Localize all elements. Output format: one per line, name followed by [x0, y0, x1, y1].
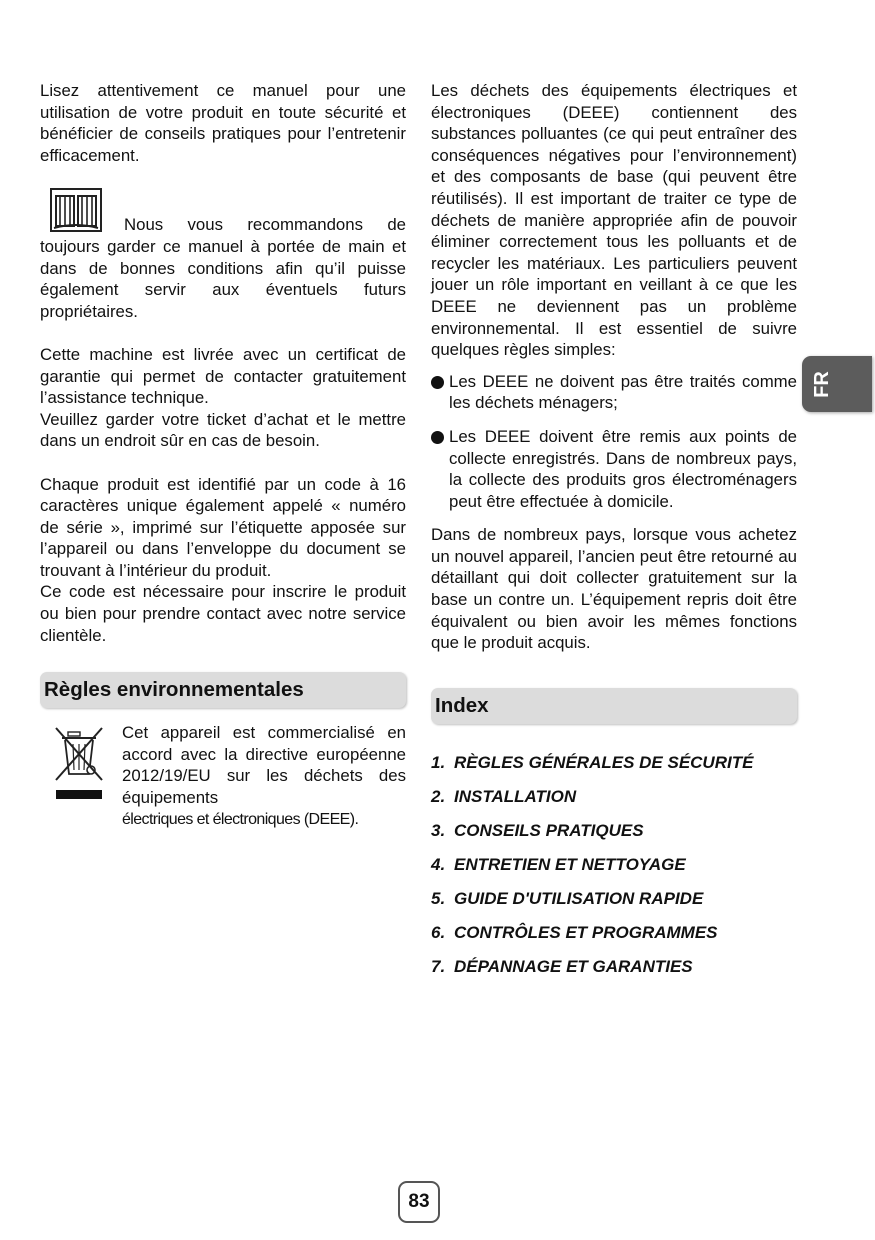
language-tab: [802, 356, 872, 412]
index-item[interactable]: 4. ENTRETIEN ET NETTOYAGE: [431, 854, 686, 874]
right-column: [431, 80, 797, 984]
weee-paragraph: Cet appareil est commercialisé en accord avec la directive européenne 2012/19/EU sur les déchets des équipements: [122, 723, 406, 808]
index-item[interactable]: 1. RÈGLES GÉNÉRALES DE SÉCURITÉ: [431, 752, 754, 772]
weee-paragraph-end: électriques et électroniques (DEEE).: [122, 810, 359, 828]
list-item: [431, 426, 797, 512]
index-list: [431, 746, 797, 984]
bullet-icon: [431, 431, 444, 444]
manual-notice: [40, 194, 406, 322]
deee-intro-paragraph: Les déchets des équipements électriques et électroniques (DEEE) contiennent des substances polluantes (ce qui peut entraîner des conséquences négatives pour l’environnement) et des composants de base (qui peuvent être réutilisés). Il est important de traiter ce type de déchets de manière appropriée afin de pouvoir éliminer correctement tous les polluants et de recycler les matériaux. Les particuliers peuvent jouer un rôle important en veillant à ce que les DEEE ne deviennent pas un problème environnemental. Il est essentiel de suivre quelques règles simples:: [431, 81, 797, 360]
return-policy-paragraph: Dans de nombreux pays, lorsque vous achetez un nouvel appareil, l’ancien peut être retourné au détaillant qui doit collecter gratuitement sur la base un contre un. L’équipement repris doit être équivalent ou bien avoir les mêmes fonctions que le produit acquis.: [431, 525, 797, 653]
keep-manual-paragraph: Nous vous recommandons de toujours garder ce manuel à portée de main et dans de bonnes conditions afin qu’il puisse également servir aux éventuels futurs propriétaires.: [40, 215, 406, 321]
bullet-icon: [431, 376, 444, 389]
index-item[interactable]: 5. GUIDE D'UTILISATION RAPIDE: [431, 888, 704, 908]
intro-paragraph: Lisez attentivement ce manuel pour une utilisation de votre produit en toute sécurité et bénéficier de conseils pratiques pour l’entretenir efficacement.: [40, 81, 406, 165]
index-heading: Index: [431, 688, 797, 724]
index-item[interactable]: 7. DÉPANNAGE ET GARANTIES: [431, 956, 693, 976]
crossed-out-bin-icon: [54, 726, 106, 804]
open-book-icon: [50, 188, 102, 232]
language-label: FR: [810, 370, 833, 398]
index-item[interactable]: 2. INSTALLATION: [431, 786, 577, 806]
list-item-text: Les DEEE ne doivent pas être traités comme les déchets ménagers;: [449, 371, 797, 413]
index-item[interactable]: 3. CONSEILS PRATIQUES: [431, 820, 644, 840]
weee-notice: [40, 722, 406, 830]
receipt-paragraph: Veuillez garder votre ticket d’achat et le mettre dans un endroit sûr en cas de besoin.: [40, 409, 406, 451]
page-number: 83: [398, 1181, 440, 1223]
serial-usage-paragraph: Ce code est nécessaire pour inscrire le produit ou bien pour prendre contact avec notre service clientèle.: [40, 582, 406, 645]
environment-heading: Règles environnementales: [40, 672, 406, 708]
deee-rules-list: [431, 371, 797, 513]
left-column: [40, 80, 406, 830]
list-item: [431, 371, 797, 414]
warranty-paragraph: Cette machine est livrée avec un certificat de garantie qui permet de contacter gratuitement l’assistance technique.: [40, 344, 406, 408]
list-item-text: Les DEEE doivent être remis aux points de collecte enregistrés. Dans de nombreux pays, la collecte des produits gros électroménagers peut être effectuée à domicile.: [449, 426, 797, 511]
serial-paragraph: Chaque produit est identifié par un code à 16 caractères unique également appelé « numéro de série », imprimé sur l’étiquette apposée sur l’appareil ou dans l’enveloppe du document se trouvant à l’intérieur du produit.: [40, 474, 406, 580]
index-item[interactable]: 6. CONTRÔLES ET PROGRAMMES: [431, 922, 718, 942]
